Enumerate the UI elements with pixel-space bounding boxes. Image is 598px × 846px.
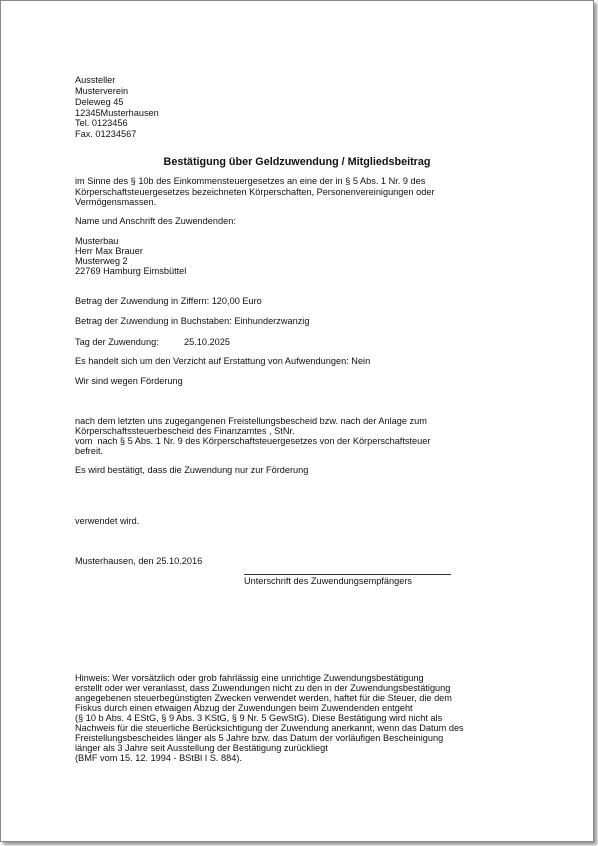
notice-line: Hinweis: Wer vorsätzlich oder grob fahrlässig eine unrichtige Zuwendungsbestätigung xyxy=(75,673,424,683)
notice-line: (BMF vom 15. 12. 1994 - BStBl I S. 884). xyxy=(75,753,242,763)
signature-line xyxy=(244,574,451,575)
issuer-name: Musterverein xyxy=(75,86,129,96)
donor-street: Musterweg 2 xyxy=(75,256,128,266)
notice-line: erstellt oder wer veranlasst, dass Zuwendungen nicht zu den in der Zuwendungsbestätigung xyxy=(75,683,451,693)
notice-line: angegebenen steuerbegünstigten Zwecken verwendet werden, haftet für die Steuer, die dem xyxy=(75,693,452,703)
donor-city: 22769 Hamburg Eimsbüttel xyxy=(75,266,187,276)
donor-person: Herr Max Brauer xyxy=(75,246,143,256)
signature-label: Unterschrift des Zuwendungsempfängers xyxy=(244,576,413,586)
donor-heading: Name und Anschrift des Zuwendenden: xyxy=(75,216,236,226)
document-title: Bestätigung über Geldzuwendung / Mitgliedsbeitrag xyxy=(163,156,431,168)
exemption-line: vom nach § 5 Abs. 1 Nr. 9 des Körperschaftsteuergesetzes von der Körperschaftsteuer xyxy=(75,436,431,446)
issuer-tel: Tel. 0123456 xyxy=(75,118,128,128)
issuer-street: Deleweg 45 xyxy=(75,97,124,107)
waiver-text: Es handelt sich um den Verzicht auf Erstattung von Aufwendungen: Nein xyxy=(75,356,371,366)
date-label: Tag der Zuwendung: xyxy=(75,337,159,347)
purpose-text: Wir sind wegen Förderung xyxy=(75,376,183,386)
confirm-text: Es wird bestätigt, dass die Zuwendung nur zur Förderung xyxy=(75,465,309,475)
notice-line: Nachweis für die steuerliche Berücksichtigung der Zuwendung anerkannt, wenn das Datum des xyxy=(75,723,464,733)
used-text: verwendet wird. xyxy=(75,516,140,526)
donor-company: Musterbau xyxy=(75,236,119,246)
intro-line: Vermögensmassen. xyxy=(75,197,157,207)
notice-line: (§ 10 b Abs. 4 EStG, § 9 Abs. 3 KStG, § 9 Nr. 5 GewStG). Diese Bestätigung wird nicht als xyxy=(75,713,443,723)
exemption-line: befreit. xyxy=(75,446,104,456)
notice-line: Fiskus durch einen etwaigen Abzug der Zuwendungen beim Zuwendenden entgeht xyxy=(75,703,413,713)
amount-words: Betrag der Zuwendung in Buchstaben: Einhunderzwanzig xyxy=(75,316,310,326)
issuer-label: Aussteller xyxy=(75,75,116,85)
date-value: 25.10.2025 xyxy=(184,337,230,347)
notice-line: länger als 3 Jahre seit Ausstellung der Bestätigung zurückliegt xyxy=(75,743,328,753)
exemption-line: Körperschaftssteuerbescheid des Finanzamtes , StNr. xyxy=(75,426,295,436)
place-date: Musterhausen, den 25.10.2016 xyxy=(75,556,203,566)
intro-line: Körperschaftsteuergesetzes bezeichneten Körperschaften, Personenvereinigungen oder xyxy=(75,187,435,197)
notice-line: Freistellungsbescheides länger als 5 Jahre bzw. das Datum der vorläufigen Bescheinigung xyxy=(75,733,444,743)
issuer-city: 12345Musterhausen xyxy=(75,108,159,118)
amount-digits: Betrag der Zuwendung in Ziffern: 120,00 Euro xyxy=(75,296,262,306)
issuer-fax: Fax. 01234567 xyxy=(75,129,137,139)
intro-line: im Sinne des § 10b des Einkommensteuergesetzes an eine der in § 5 Abs. 1 Nr. 9 des xyxy=(75,176,426,186)
exemption-line: nach dem letzten uns zugegangenen Freistellungsbescheid bzw. nach der Anlage zum xyxy=(75,416,427,426)
